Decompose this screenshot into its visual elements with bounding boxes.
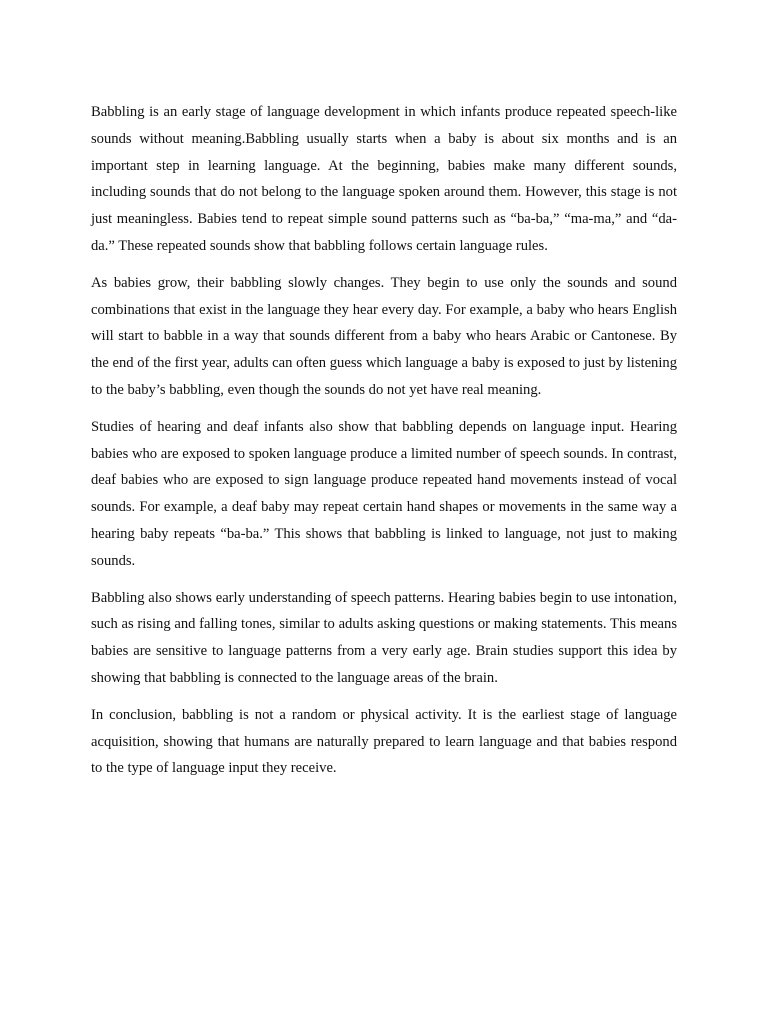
paragraph-3: Studies of hearing and deaf infants also show that babbling depends on language input. Hearing babies who are exposed to spoken language produce a limited number of speech sounds. In contrast, deaf babies who are exposed to sign language produce repeated hand movements instead of vocal sounds. For example, a deaf baby may repeat certain hand shapes or movements in the same way a hearing baby repeats “ba-ba.” This shows that babbling is linked to language, not just to making sounds. (91, 418, 677, 569)
paragraph-4: Babbling also shows early understanding of speech patterns. Hearing babies begin to use intonation, such as rising and falling tones, similar to adults asking questions or making statements. This means babies are sensitive to language patterns from a very early age. Brain studies support this idea by showing that babbling is connected to the language areas of the brain. (91, 589, 677, 686)
paragraph-1: Babbling is an early stage of language development in which infants produce repeated speech-like sounds without meaning.Babbling usually starts when a baby is about six months and is an important step in learning language. At the beginning, babies make many different sounds, including sounds that do not belong to the language spoken around them. However, this stage is not just meaningless. Babies tend to repeat simple sound patterns such as “ba-ba,” “ma-ma,” and “da-da.” These repeated sounds show that babbling follows certain language rules. (91, 104, 677, 254)
paragraph-5: In conclusion, babbling is not a random or physical activity. It is the earliest stage of language acquisition, showing that humans are naturally prepared to learn language and that babies respond to the type of language input they receive. (91, 706, 677, 777)
document-body (91, 99, 677, 792)
paragraph-2: As babies grow, their babbling slowly changes. They begin to use only the sounds and sound combinations that exist in the language they hear every day. For example, a baby who hears English will start to babble in a way that sounds different from a baby who hears Arabic or Cantonese. By the end of the first year, adults can often guess which language a baby is exposed to just by listening to the baby’s babbling, even though the sounds do not yet have real meaning. (91, 274, 677, 398)
